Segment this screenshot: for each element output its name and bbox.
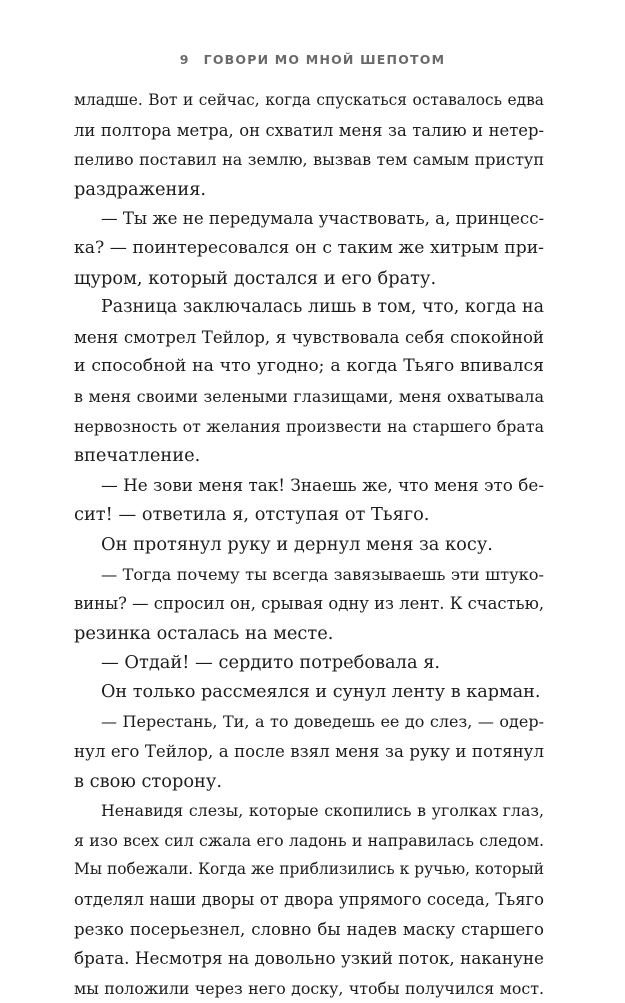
text-line: ка? — поинтересовался он с таким же хитрым при- — [74, 237, 544, 258]
text-line: впечатление. — [74, 445, 201, 467]
text-line: резинка осталась на месте. — [74, 622, 334, 644]
text-line: младше. Вот и сейчас, когда спускаться оставалось едва — [74, 91, 544, 109]
text-line: нул его Тейлор, а после взял меня за руку и потянул — [74, 742, 544, 762]
text-line: резко посерьезнел, словно бы надев маску старшего — [74, 919, 544, 939]
text-line: — Не зови меня так! Знаешь же, что меня это бе- — [101, 474, 544, 495]
text-line: — Тогда почему ты всегда завязываешь эти штуко- — [101, 564, 544, 584]
text-line: меня смотрел Тейлор, я чувствовала себя спокойной — [74, 327, 544, 347]
text-line: ли полтора метра, он схватил меня за талию и нетер- — [74, 120, 544, 140]
text-line: пеливо поставил на землю, вызвав тем самым приступ — [74, 150, 544, 170]
text-line: в свою сторону. — [74, 770, 223, 792]
text-line: щуром, который достался и его брату. — [74, 267, 437, 289]
text-line: сит! — ответила я, отступая от Тьяго. — [74, 504, 430, 526]
text-line: мы положили через него доску, чтобы получился мост. — [74, 978, 544, 998]
text-line: Разница заключалась лишь в том, что, когда на — [101, 297, 544, 318]
text-line: брата. Несмотря на довольно узкий поток, накануне — [74, 948, 544, 969]
page-number: 9 — [179, 52, 190, 67]
text-line: Ненавидя слезы, которые скопились в уголках глаз, — [101, 801, 544, 821]
text-line: нервозность от желания произвести на старшего брата — [74, 416, 544, 436]
body-text — [74, 86, 544, 1003]
text-line: — Отдай! — сердито потребовала я. — [101, 652, 441, 674]
text-line: и способной на что угодно; а когда Тьяго впивался — [74, 356, 544, 377]
text-line: в меня своими зелеными глазищами, меня охватывала — [74, 386, 544, 406]
text-line: Он протянул руку и дернул меня за косу. — [101, 533, 493, 555]
text-line: Он только рассмеялся и сунул ленту в карман. — [101, 681, 541, 702]
text-line: я изо всех сил сжала его ладонь и направилась следом. — [74, 830, 544, 850]
text-line: — Перестань, Ти, а то доведешь ее до слез, — одер- — [101, 712, 544, 732]
text-line: вины? — спросил он, срывая одну из лент. К счастью, — [74, 594, 545, 614]
running-header — [0, 52, 625, 67]
text-line: раздражения. — [74, 178, 207, 200]
text-line: отделял наши дворы от двора упрямого соседа, Тьяго — [74, 890, 544, 910]
text-line: — Ты же не передумала участвовать, а, принцесс- — [101, 209, 545, 229]
running-title: ГОВОРИ МО МНОЙ ШЕПОТОМ — [203, 52, 446, 67]
text-line: Мы побежали. Когда же приблизились к ручью, который — [74, 860, 544, 879]
